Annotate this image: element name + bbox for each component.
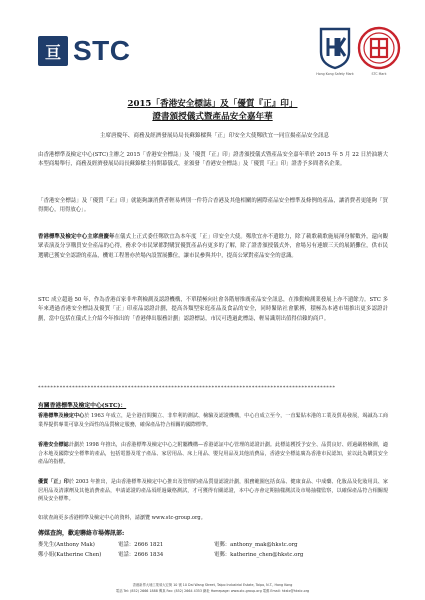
title-line-1: 2015「香港安全標誌」及「優質『正』印」: [127, 99, 298, 109]
contact-row: [38, 540, 298, 548]
about-item-1-lead: 香港標準及檢定中心: [38, 413, 85, 419]
contact-name: 鄭小姐(Katherine Chen): [38, 552, 102, 558]
contact-row: [38, 550, 303, 558]
stc-quality-mark-icon: [357, 26, 401, 70]
footer-address: 香港新界大埔工業邨大宏街 10 號 10 Dai Wang Street, Taipo Industrial Estate, Taipo, N.T., Hong Kong: [132, 583, 293, 587]
stc-logo-mark: 亘: [38, 36, 68, 66]
paragraph-3-lead: 香港標準及檢定中心主席唐慶年: [38, 234, 115, 240]
paragraph-1-text: 由香港標準及檢定中心(STC)主辦之 2015「香港安全標誌」及「優質『正』印」證書頒授儀式暨產品安全嘉年華於 2015 年 5 月 22 日於油塘大本型商場舉行，商務及經濟發展局局長蘇錦樑主持開幕儀式，並頒發「香港安全標誌」及「優質『正』印」證書予多間著名企業。: [38, 152, 388, 168]
more-info-text: 如欲查詢更多香港標準及檢定中心的資料，請瀏覽 www.stc-group.org。: [38, 515, 206, 521]
stc-mark-caption: STC Mark: [371, 72, 387, 76]
about-item-2-text: 計劃於 1998 年推出，由香港標準及檢定中心之附屬機構—香港認証中心管理的認證計劃。此標誌獲授予安全、品質良好、經過嚴格檢測，適合本地及國際安全標準的產品，包括電器及電子產品、家居用品、床上用品、嬰兒用品及其他消費品，香港安全標誌廣為香港市民認知，並以此為購買安全產品的指標。: [38, 442, 388, 466]
paragraph-3: [38, 233, 388, 261]
stc-logo-text: STC: [73, 35, 131, 66]
title-line-2: 證書頒授儀式暨產品安全嘉年華: [152, 112, 273, 122]
paragraph-2-text: 「香港安全標誌」及「優質『正』印」就能夠讓消費者輕易辨別一件符合香港及其他相關的國際產品安全標準及條例的產品，讓消費者更能夠「買得開心，用得放心」。: [38, 198, 388, 214]
contact-email[interactable]: 電郵：anthony_mak@hkstc.org: [214, 542, 298, 548]
hk-safety-mark-caption: Hong Kong Safety Mark: [316, 72, 354, 76]
contact-email[interactable]: 電郵：katherine_chen@hkstc.org: [214, 552, 304, 558]
more-info: [38, 514, 388, 523]
about-item-1-text: 於 1963 年成立，是全港首間獨立、非牟利的測試、檢驗及認證機構，中心自成立至今，一直緊貼本港的工業及貿易發展，竭誠為工商業界提供專業可靠及全面性的品質檢定服務，確保產品符合相關的國際標準。: [38, 413, 388, 428]
about-item-3-text: 於 2003 年推出，是由香港標準及檢定中心推出及管理的產品質量認證計劃，服務範圍包括食品、健康食品、中成藥、化妝品及化妝用具、家居用品及清潔劑及其他消費產品，申請認證的產品須經過嚴格測試，才可獲得有關認證，本中心亦會定期抽樣測試及市場抽樣監察，以確保產品符合相關規例及安全標準。: [38, 479, 388, 503]
about-item-2-lead: 香港安全標誌: [38, 442, 69, 448]
about-item-2: [38, 441, 388, 467]
footer-contacts: 電話 Tel: (852) 2666 1888 傳真 Fax: (852) 2664 4353 網址 Homepage: www.stc-group.org 電郵 Email: hkstc@hkstc.org: [115, 589, 310, 593]
paragraph-2: [38, 197, 388, 216]
about-item-3: [38, 478, 388, 504]
asterisk-divider: ************************************************************************************************: [38, 385, 336, 391]
contact-name: 麥先生(Anthony Mak): [38, 542, 95, 548]
contact-phone: 電話：2666 1821: [118, 542, 164, 548]
about-item-3-lead: 優質「正」印: [38, 479, 69, 485]
hong-kong-safety-mark-icon: [318, 26, 352, 70]
paragraph-1: [38, 151, 388, 170]
about-item-1: [38, 412, 388, 429]
subtitle: 主席唐慶年、商務及經濟發展局局長蘇錦樑與「正」印安全大使鄭欣宜一同宣揚產品安全訊息: [99, 133, 330, 139]
about-heading: 有關香港標準及檢定中心(STC)：: [38, 403, 127, 409]
enquiries-heading: 傳媒查詢，歡迎聯絡市場傳訊部:: [38, 530, 125, 537]
paragraph-4-text: STC 成立超過 50 年，作為香港首家非牟利檢測及認證機構，不單積極向社會各階層推廣產品安全訊息，在推動檢測業發展上亦不遺餘力。STC 多年來透過香港安全標誌及優質「正」印產品認證計劃，提高各類型家庭產品及食品的安全，同時緊貼社會脈搏，積極為本港市場推出更多認證計劃，當中包括在儀式上介紹今年推出的「香港傳出服務計劃」認證標誌，市民可透過此標誌，輕易識別出值得信賴的商戶。: [38, 297, 388, 322]
paragraph-3-text: 在儀式上正式委任鄭欣宜為本年度「正」印安全大使。鄭欣宜亦不遺餘力，除了載歌載歌施展渾身解數外，還向觀眾表演及分享購買安全產品的心得，務求令市民眾都對購買優質產品有更多的了解，除了證書頒授儀式外，會場另有連續三天的展銷攤位，供市民選購已獲安全認證的產品，機電工程署亦於場內設置展攤位，讓市民參與其中，提高公眾對產品安全的意識。: [38, 234, 388, 259]
paragraph-4: [38, 296, 388, 324]
stc-logo: [38, 33, 131, 69]
contact-phone: 電話：2666 1834: [118, 552, 164, 558]
